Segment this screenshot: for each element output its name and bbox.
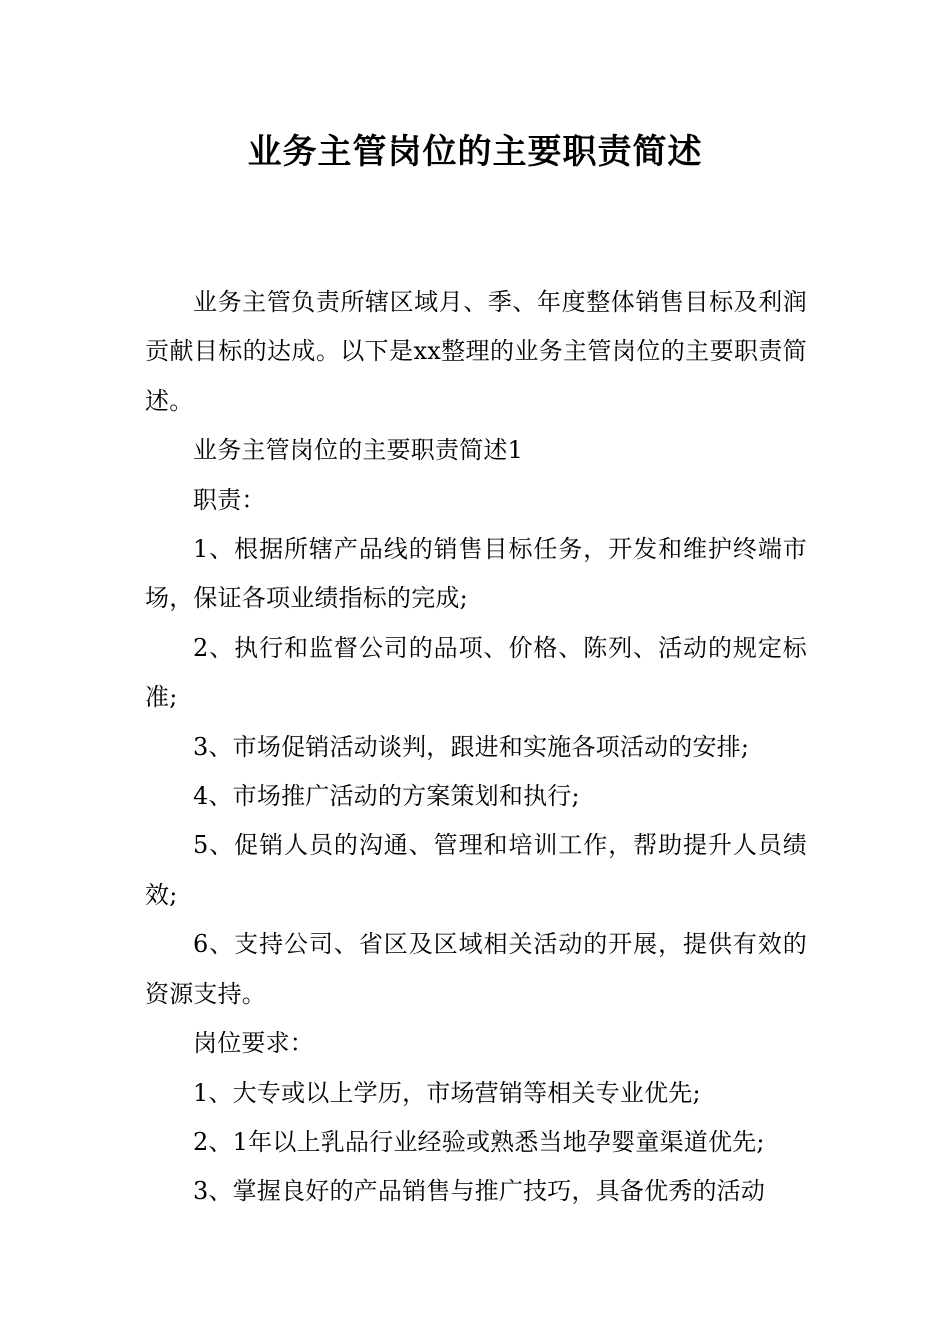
- document-title: 业务主管岗位的主要职责简述: [247, 132, 703, 172]
- intro-paragraph: 业务主管负责所辖区域月、季、年度整体销售目标及利润贡献目标的达成。以下是xx整理的业务主管岗位的主要职责简述。: [145, 288, 807, 415]
- requirements-heading: 岗位要求：: [193, 1029, 314, 1058]
- duty-item: 6、支持公司、省区及区域相关活动的开展，提供有效的资源支持。: [145, 930, 807, 1008]
- document-body: [145, 278, 807, 1217]
- duty-item: 4、市场推广活动的方案策划和执行;: [193, 782, 580, 811]
- duty-item: 2、执行和监督公司的品项、价格、陈列、活动的规定标准;: [145, 633, 807, 712]
- requirement-item: 3、掌握良好的产品销售与推广技巧，具备优秀的活动: [193, 1177, 766, 1206]
- duty-item: 3、市场促销活动谈判，跟进和实施各项活动的安排;: [193, 732, 750, 761]
- requirement-item: 2、1年以上乳品行业经验或熟悉当地孕婴童渠道优先;: [193, 1127, 765, 1156]
- requirement-item: 1、大专或以上学历，市场营销等相关专业优先;: [193, 1078, 701, 1107]
- duty-item: 1、根据所辖产品线的销售目标任务，开发和维护终端市场，保证各项业绩指标的完成;: [145, 535, 807, 613]
- duty-item: 5、促销人员的沟通、管理和培训工作，帮助提升人员绩效;: [145, 831, 807, 909]
- section-heading: 业务主管岗位的主要职责简述1: [193, 436, 524, 465]
- duties-heading: 职责：: [193, 485, 266, 514]
